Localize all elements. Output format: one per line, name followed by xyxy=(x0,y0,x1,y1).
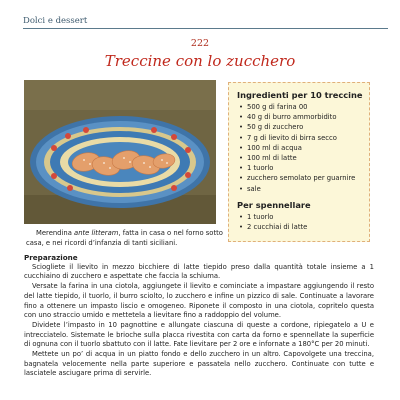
preparation-paragraph: Versate la farina in una ciotola, aggiungete il lievito e cominciate a impastare aggiungendo il resto del latte tiepido, il tuorlo, il burro sciolto, lo zucchero e infine un pizzico di sale. Continuate a lavorare fino a ottenere un impasto liscio e omogeneo. Riponete il composto in una ciotola, copritelo questa con uno straccio umido e mettetela a lievitare fino a raddoppio del volume. xyxy=(24,282,374,320)
recipe-photo xyxy=(24,80,216,224)
ingredient-item: • 7 g di lievito di birra secco xyxy=(247,133,363,143)
recipe-title: Treccine con lo zucchero xyxy=(104,52,296,70)
preparation-paragraph: Mettete un po’ di acqua in un piatto fondo e dello zucchero in un altro. Capovolgete una treccina, bagnatela velocemente nella parte superiore e passatela nello zucchero. Continuate con tutte e lasciatele asciugare prima di servirle. xyxy=(24,350,374,378)
ingredients-heading: Ingredienti per 10 treccine xyxy=(237,90,363,100)
ingredients-box xyxy=(228,82,370,242)
ingredient-item: • 1 tuorlo xyxy=(247,163,363,173)
ingredient-item: • zucchero semolato per guarnire xyxy=(247,173,363,183)
preparation-section xyxy=(24,253,374,379)
preparation-paragraph: Dividete l’impasto in 10 pagnottine e allungate ciascuna di queste a cordone, ripiegatelo a U e intrecciatelo. Sistemate le brioche sulla placca rivestita con carta da forno e spennellate la superficie di ognuna con il tuorlo sbattuto con il latte. Fate lievitare per 2 ore e infornate a 180°C per 20 minuti. xyxy=(24,320,374,349)
ingredient-item: • 100 ml di acqua xyxy=(247,143,363,153)
ingredient-item: • 500 g di farina 00 xyxy=(247,102,363,112)
ingredient-item: • 100 ml di latte xyxy=(247,153,363,163)
plate-of-sugar-braids-image xyxy=(24,80,216,224)
header-divider xyxy=(23,28,388,29)
preparation-heading: Preparazione xyxy=(24,253,78,262)
recipe-number: 222 xyxy=(190,38,210,49)
section-heading: Dolci e dessert xyxy=(23,16,88,26)
brush-item: • 1 tuorlo xyxy=(247,212,363,222)
ingredient-item: • sale xyxy=(247,184,363,194)
brush-heading: Per spennellare xyxy=(237,199,311,210)
brush-item: • 2 cucchiai di latte xyxy=(247,222,363,232)
ingredient-item: • 40 g di burro ammorbidito xyxy=(247,112,363,122)
ingredient-item: • 50 g di zucchero xyxy=(247,122,363,132)
photo-caption: Merendina ante litteram, fatta in casa o nel forno sotto casa, e nei ricordi d’infanzia di tanti siciliani. xyxy=(26,229,223,247)
preparation-paragraph: Sciogliete il lievito in mezzo bicchiere di latte tiepido preso dalla quantità totale insieme a 1 cucchiaino di zucchero e aspettate che faccia la schiuma. xyxy=(24,262,374,281)
ingredients-list xyxy=(237,102,363,194)
brush-list xyxy=(237,212,363,232)
